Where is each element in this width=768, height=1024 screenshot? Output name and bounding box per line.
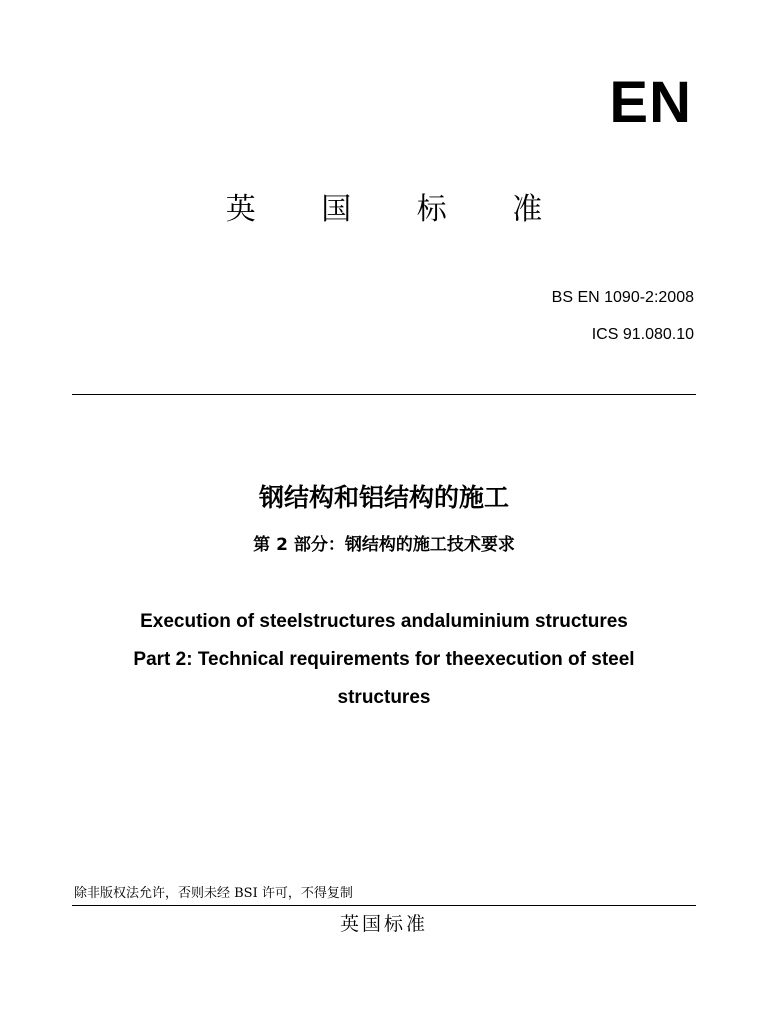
bottom-divider: [72, 905, 696, 906]
chinese-subtitle: 第 2 部分：钢结构的施工技术要求: [253, 535, 515, 555]
en-mark: EN: [609, 70, 692, 135]
footer-standard-label: 英国标准: [339, 913, 428, 935]
cn-standard-heading: 英 国 标 准: [225, 192, 571, 227]
standard-number: BS EN 1090-2:2008: [551, 289, 694, 306]
copyright-notice: 除非版权法允许，否则未经 BSI 许可，不得复制: [74, 886, 353, 901]
english-title-line: structures: [337, 687, 431, 708]
english-title-line: Execution of steelstructures andaluminium structures: [140, 611, 628, 632]
ics-number: ICS 91.080.10: [591, 326, 694, 343]
top-divider: [72, 394, 696, 395]
english-title-line: Part 2: Technical requirements for theexecution of steel: [133, 649, 635, 670]
english-title: [60, 603, 708, 717]
chinese-title: 钢结构和铝结构的施工: [258, 483, 509, 512]
